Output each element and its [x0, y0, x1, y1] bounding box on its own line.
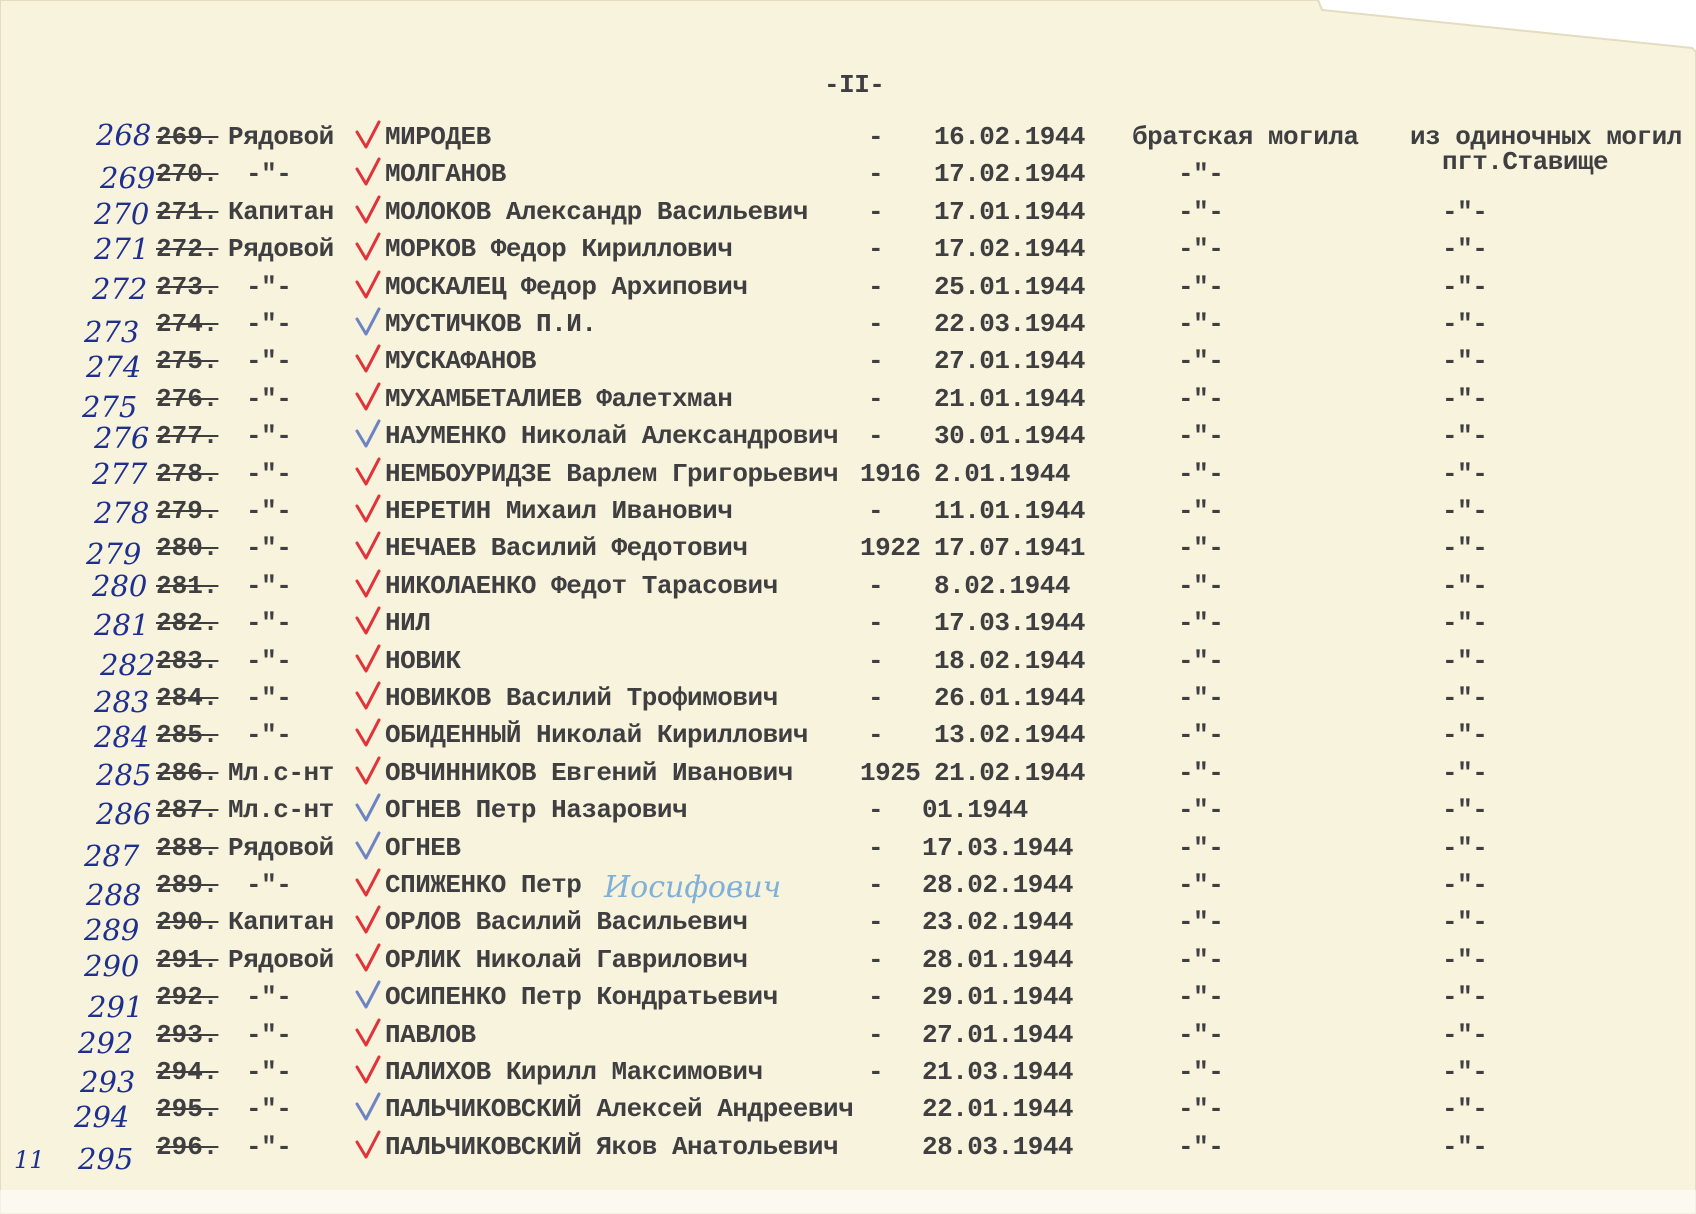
death-date: 23.02.1944 [922, 907, 1074, 937]
soldier-name: ОВЧИННИКОВ Евгений Иванович [385, 758, 793, 788]
birth-year: - [868, 945, 884, 975]
birth-year: - [868, 608, 884, 638]
burial-place: -"- [1178, 758, 1224, 788]
birth-year: - [868, 683, 884, 713]
death-date: 01.1944 [922, 795, 1028, 825]
page-number: -II- [824, 70, 885, 100]
soldier-name: НИЛ [385, 608, 431, 638]
rank: -"- [246, 459, 292, 489]
soldier-name: МОСКАЛЕЦ Федор Архипович [385, 272, 748, 302]
rank: -"- [246, 1094, 292, 1124]
reburial-origin: -"- [1442, 1094, 1488, 1124]
soldier-name: ОГНЕВ [385, 833, 461, 863]
crossed-old-number [156, 533, 218, 563]
handwritten-row-number: 280 [92, 569, 148, 603]
crossed-old-number [156, 159, 218, 189]
burial-place: -"- [1178, 683, 1224, 713]
checkmark-icon [355, 681, 381, 711]
checkmark-icon [355, 1018, 381, 1048]
soldier-name: МУСКАФАНОВ [385, 346, 537, 376]
burial-place: -"- [1178, 982, 1224, 1012]
crossed-old-number [156, 346, 218, 376]
death-date: 28.03.1944 [922, 1132, 1074, 1162]
death-date: 27.01.1944 [934, 346, 1086, 376]
crossed-old-number [156, 272, 218, 302]
rank: Рядовой [228, 122, 334, 152]
crossed-old-number [156, 1094, 218, 1124]
checkmark-icon [355, 606, 381, 636]
crossed-old-number [156, 122, 218, 152]
burial-place: -"- [1178, 608, 1224, 638]
old-number-text: 296. [156, 1132, 219, 1162]
birth-year: - [868, 870, 884, 900]
soldier-name: НАУМЕНКО Николай Александрович [385, 421, 839, 451]
soldier-name: МУСТИЧКОВ П.И. [385, 309, 597, 339]
death-date: 2.01.1944 [934, 459, 1070, 489]
soldier-name: МОЛГАНОВ [385, 159, 506, 189]
rank: Мл.с-нт [228, 758, 334, 788]
checkmark-icon [355, 270, 381, 300]
crossed-old-number [156, 758, 218, 788]
handwritten-row-number: 268 [96, 118, 152, 152]
handwritten-row-number: 288 [86, 878, 142, 912]
crossed-old-number [156, 197, 218, 227]
birth-year: - [868, 159, 884, 189]
reburial-origin: -"- [1442, 234, 1488, 264]
crossed-old-number [156, 571, 218, 601]
old-number-text: 281. [156, 571, 219, 601]
checkmark-icon [355, 943, 381, 973]
death-date: 25.01.1944 [934, 272, 1086, 302]
burial-place: -"- [1178, 833, 1224, 863]
burial-place: -"- [1178, 421, 1224, 451]
soldier-name: НОВИК [385, 646, 461, 676]
birth-year: - [868, 982, 884, 1012]
reburial-origin: -"- [1442, 945, 1488, 975]
reburial-origin: из одиночных могил [1410, 122, 1682, 152]
handwritten-row-number: 289 [84, 913, 140, 947]
death-date: 29.01.1944 [922, 982, 1074, 1012]
death-date: 21.01.1944 [934, 384, 1086, 414]
soldier-name: ОГНЕВ Петр Назарович [385, 795, 688, 825]
soldier-name: ОРЛИК Николай Гаврилович [385, 945, 748, 975]
rank: -"- [246, 272, 292, 302]
reburial-origin: -"- [1442, 795, 1488, 825]
crossed-old-number [156, 683, 218, 713]
crossed-old-number [156, 795, 218, 825]
rank: -"- [246, 533, 292, 563]
crossed-old-number [156, 1132, 218, 1162]
crossed-old-number [156, 608, 218, 638]
birth-year: - [868, 795, 884, 825]
reburial-origin: -"- [1442, 982, 1488, 1012]
crossed-old-number [156, 833, 218, 863]
burial-place: -"- [1178, 234, 1224, 264]
burial-place: -"- [1178, 309, 1224, 339]
checkmark-icon [355, 419, 381, 449]
death-date: 26.01.1944 [934, 683, 1086, 713]
old-number-text: 293. [156, 1020, 219, 1050]
crossed-old-number [156, 646, 218, 676]
rank: -"- [246, 571, 292, 601]
death-date: 17.07.1941 [934, 533, 1086, 563]
old-number-text: 287. [156, 795, 219, 825]
reburial-origin: -"- [1442, 384, 1488, 414]
old-number-text: 280. [156, 533, 219, 563]
burial-place: -"- [1178, 533, 1224, 563]
reburial-origin: -"- [1442, 1020, 1488, 1050]
burial-place: -"- [1178, 945, 1224, 975]
old-number-text: 269. [156, 122, 219, 152]
burial-place: -"- [1178, 1094, 1224, 1124]
crossed-old-number [156, 945, 218, 975]
reburial-origin: -"- [1442, 1057, 1488, 1087]
handwritten-row-number: 269 [100, 161, 156, 195]
handwritten-row-number: 277 [92, 457, 148, 491]
handwritten-row-number: 273 [84, 315, 140, 349]
crossed-old-number [156, 1057, 218, 1087]
birth-year: - [868, 197, 884, 227]
handwritten-row-number: 287 [84, 839, 140, 873]
checkmark-icon [355, 195, 381, 225]
checkmark-icon [355, 307, 381, 337]
burial-place: -"- [1178, 459, 1224, 489]
handwritten-row-number: 278 [94, 496, 150, 530]
handwritten-row-number: 285 [96, 758, 152, 792]
death-date: 17.02.1944 [934, 159, 1086, 189]
soldier-name: НИКОЛАЕНКО Федот Тарасович [385, 571, 778, 601]
reburial-origin: -"- [1442, 758, 1488, 788]
birth-year: 1925 [860, 758, 921, 788]
soldier-name: ПАЛЬЧИКОВСКИЙ Алексей Андреевич [385, 1094, 854, 1124]
checkmark-icon [355, 531, 381, 561]
checkmark-icon [355, 831, 381, 861]
birth-year: - [868, 421, 884, 451]
old-number-text: 274. [156, 309, 219, 339]
crossed-old-number [156, 234, 218, 264]
rank: -"- [246, 1057, 292, 1087]
death-date: 17.01.1944 [934, 197, 1086, 227]
burial-place: -"- [1178, 646, 1224, 676]
rank: -"- [246, 1020, 292, 1050]
death-date: 11.01.1944 [934, 496, 1086, 526]
rank: Капитан [228, 197, 334, 227]
handwritten-row-number: 270 [94, 197, 150, 231]
checkmark-icon [355, 344, 381, 374]
reburial-origin: пгт.Ставище [1442, 147, 1609, 177]
reburial-origin: -"- [1442, 646, 1488, 676]
rank: -"- [246, 720, 292, 750]
birth-year: - [868, 234, 884, 264]
checkmark-icon [355, 756, 381, 786]
birth-year: - [868, 346, 884, 376]
reburial-origin: -"- [1442, 833, 1488, 863]
death-date: 30.01.1944 [934, 421, 1086, 451]
checkmark-icon [355, 1130, 381, 1160]
old-number-text: 295. [156, 1094, 219, 1124]
burial-place: -"- [1178, 907, 1224, 937]
reburial-origin: -"- [1442, 459, 1488, 489]
crossed-old-number [156, 421, 218, 451]
rank: Рядовой [228, 945, 334, 975]
reburial-origin: -"- [1442, 907, 1488, 937]
death-date: 22.03.1944 [934, 309, 1086, 339]
handwritten-row-number: 286 [96, 797, 152, 831]
death-date: 27.01.1944 [922, 1020, 1074, 1050]
death-date: 22.01.1944 [922, 1094, 1074, 1124]
rank: Рядовой [228, 234, 334, 264]
birth-year: - [868, 720, 884, 750]
rank: -"- [246, 608, 292, 638]
checkmark-icon [355, 905, 381, 935]
old-number-text: 272. [156, 234, 219, 264]
checkmark-icon [355, 494, 381, 524]
old-number-text: 285. [156, 720, 219, 750]
handwritten-row-number: 282 [100, 648, 156, 682]
burial-place: -"- [1178, 870, 1224, 900]
rank: -"- [246, 683, 292, 713]
burial-place: -"- [1178, 720, 1224, 750]
rank: -"- [246, 309, 292, 339]
crossed-old-number [156, 496, 218, 526]
reburial-origin: -"- [1442, 683, 1488, 713]
checkmark-icon [355, 793, 381, 823]
old-number-text: 273. [156, 272, 219, 302]
birth-year: - [868, 1057, 884, 1087]
burial-place: -"- [1178, 1132, 1224, 1162]
death-date: 21.02.1944 [934, 758, 1086, 788]
death-date: 28.02.1944 [922, 870, 1074, 900]
rank: Рядовой [228, 833, 334, 863]
reburial-origin: -"- [1442, 197, 1488, 227]
rank: Капитан [228, 907, 334, 937]
reburial-origin: -"- [1442, 1132, 1488, 1162]
burial-place: -"- [1178, 795, 1224, 825]
checkmark-icon [355, 868, 381, 898]
soldier-name: ОСИПЕНКО Петр Кондратьевич [385, 982, 778, 1012]
death-date: 21.03.1944 [922, 1057, 1074, 1087]
handwritten-row-number: 292 [78, 1026, 134, 1060]
birth-year: 1916 [860, 459, 921, 489]
old-number-text: 284. [156, 683, 219, 713]
soldier-name: МУХАМБЕТАЛИЕВ Фалетхман [385, 384, 733, 414]
rank: -"- [246, 346, 292, 376]
old-number-text: 294. [156, 1057, 219, 1087]
soldier-name: МОРКОВ Федор Кириллович [385, 234, 733, 264]
reburial-origin: -"- [1442, 496, 1488, 526]
death-date: 13.02.1944 [934, 720, 1086, 750]
old-number-text: 288. [156, 833, 219, 863]
reburial-origin: -"- [1442, 533, 1488, 563]
rank: -"- [246, 421, 292, 451]
death-date: 17.03.1944 [934, 608, 1086, 638]
crossed-old-number [156, 982, 218, 1012]
reburial-origin: -"- [1442, 309, 1488, 339]
handwritten-row-number: 295 [78, 1142, 134, 1176]
death-date: 17.03.1944 [922, 833, 1074, 863]
old-number-text: 282. [156, 608, 219, 638]
burial-place: -"- [1178, 571, 1224, 601]
checkmark-icon [355, 157, 381, 187]
crossed-old-number [156, 309, 218, 339]
old-number-text: 291. [156, 945, 219, 975]
soldier-name: ПАЛЬЧИКОВСКИЙ Яков Анатольевич [385, 1132, 839, 1162]
old-number-text: 276. [156, 384, 219, 414]
old-number-text: 286. [156, 758, 219, 788]
birth-year: 1922 [860, 533, 921, 563]
checkmark-icon [355, 1055, 381, 1085]
soldier-name: НЕЧАЕВ Василий Федотович [385, 533, 748, 563]
soldier-name: ПАВЛОВ [385, 1020, 476, 1050]
birth-year: - [868, 1020, 884, 1050]
birth-year: - [868, 496, 884, 526]
burial-place: -"- [1178, 496, 1224, 526]
rank: -"- [246, 646, 292, 676]
soldier-name: НЕРЕТИН Михаил Иванович [385, 496, 733, 526]
burial-place: -"- [1178, 384, 1224, 414]
death-date: 17.02.1944 [934, 234, 1086, 264]
handwritten-row-number: 281 [94, 608, 150, 642]
burial-place: братская могила [1132, 122, 1359, 152]
old-number-text: 278. [156, 459, 219, 489]
handwritten-row-number: 279 [86, 537, 142, 571]
handwritten-row-number: 293 [80, 1065, 136, 1099]
rank: -"- [246, 1132, 292, 1162]
handwritten-row-number: 274 [86, 350, 142, 384]
checkmark-icon [355, 232, 381, 262]
rank: -"- [246, 982, 292, 1012]
rank: -"- [246, 159, 292, 189]
rank: -"- [246, 384, 292, 414]
burial-place: -"- [1178, 272, 1224, 302]
soldier-name: МОЛОКОВ Александр Васильевич [385, 197, 808, 227]
soldier-name: НЕМБОУРИДЗЕ Варлем Григорьевич [385, 459, 839, 489]
soldier-name: ОБИДЕННЫЙ Николай Кириллович [385, 720, 808, 750]
checkmark-icon [355, 382, 381, 412]
old-number-text: 275. [156, 346, 219, 376]
old-number-text: 290. [156, 907, 219, 937]
crossed-old-number [156, 459, 218, 489]
handwritten-patronymic: Иосифович [604, 870, 782, 905]
checkmark-icon [355, 569, 381, 599]
reburial-origin: -"- [1442, 272, 1488, 302]
old-number-text: 270. [156, 159, 219, 189]
burial-place: -"- [1178, 1057, 1224, 1087]
death-date: 18.02.1944 [934, 646, 1086, 676]
reburial-origin: -"- [1442, 870, 1488, 900]
burial-place: -"- [1178, 197, 1224, 227]
death-date: 28.01.1944 [922, 945, 1074, 975]
soldier-name: СПИЖЕНКО Петр [385, 870, 582, 900]
birth-year: - [868, 833, 884, 863]
checkmark-icon [355, 644, 381, 674]
reburial-origin: -"- [1442, 421, 1488, 451]
reburial-origin: -"- [1442, 346, 1488, 376]
birth-year: - [868, 309, 884, 339]
rank: Мл.с-нт [228, 795, 334, 825]
old-number-text: 283. [156, 646, 219, 676]
old-number-text: 277. [156, 421, 219, 451]
old-number-text: 289. [156, 870, 219, 900]
checkmark-icon [355, 120, 381, 150]
soldier-name: МИРОДЕВ [385, 122, 491, 152]
birth-year: - [868, 907, 884, 937]
checkmark-icon [355, 457, 381, 487]
reburial-origin: -"- [1442, 608, 1488, 638]
handwritten-row-number: 272 [92, 272, 148, 306]
death-date: 8.02.1944 [934, 571, 1070, 601]
soldier-name: НОВИКОВ Василий Трофимович [385, 683, 778, 713]
crossed-old-number [156, 907, 218, 937]
crossed-old-number [156, 1020, 218, 1050]
checkmark-icon [355, 718, 381, 748]
crossed-old-number [156, 720, 218, 750]
handwritten-row-number: 283 [94, 685, 150, 719]
checkmark-icon [355, 980, 381, 1010]
checkmark-icon [355, 1092, 381, 1122]
burial-place: -"- [1178, 159, 1224, 189]
soldier-name: ПАЛИХОВ Кирилл Максимович [385, 1057, 763, 1087]
handwritten-row-number: 284 [94, 720, 150, 754]
old-number-text: 279. [156, 496, 219, 526]
birth-year: - [868, 571, 884, 601]
handwritten-row-number: 271 [94, 232, 150, 266]
rank: -"- [246, 870, 292, 900]
birth-year: - [868, 646, 884, 676]
crossed-old-number [156, 870, 218, 900]
handwritten-row-number: 290 [84, 949, 140, 983]
handwritten-row-number: 275 [82, 390, 138, 424]
handwritten-row-number: 276 [94, 421, 150, 455]
soldier-name: ОРЛОВ Василий Васильевич [385, 907, 748, 937]
rank: -"- [246, 496, 292, 526]
handwritten-row-number: 291 [88, 990, 144, 1024]
birth-year: - [868, 272, 884, 302]
death-date: 16.02.1944 [934, 122, 1086, 152]
crossed-old-number [156, 384, 218, 414]
burial-place: -"- [1178, 346, 1224, 376]
old-number-text: 271. [156, 197, 219, 227]
margin-note: 11 [14, 1146, 45, 1174]
reburial-origin: -"- [1442, 720, 1488, 750]
birth-year: - [868, 384, 884, 414]
old-number-text: 292. [156, 982, 219, 1012]
burial-place: -"- [1178, 1020, 1224, 1050]
reburial-origin: -"- [1442, 571, 1488, 601]
handwritten-row-number: 294 [74, 1100, 130, 1134]
birth-year: - [868, 122, 884, 152]
